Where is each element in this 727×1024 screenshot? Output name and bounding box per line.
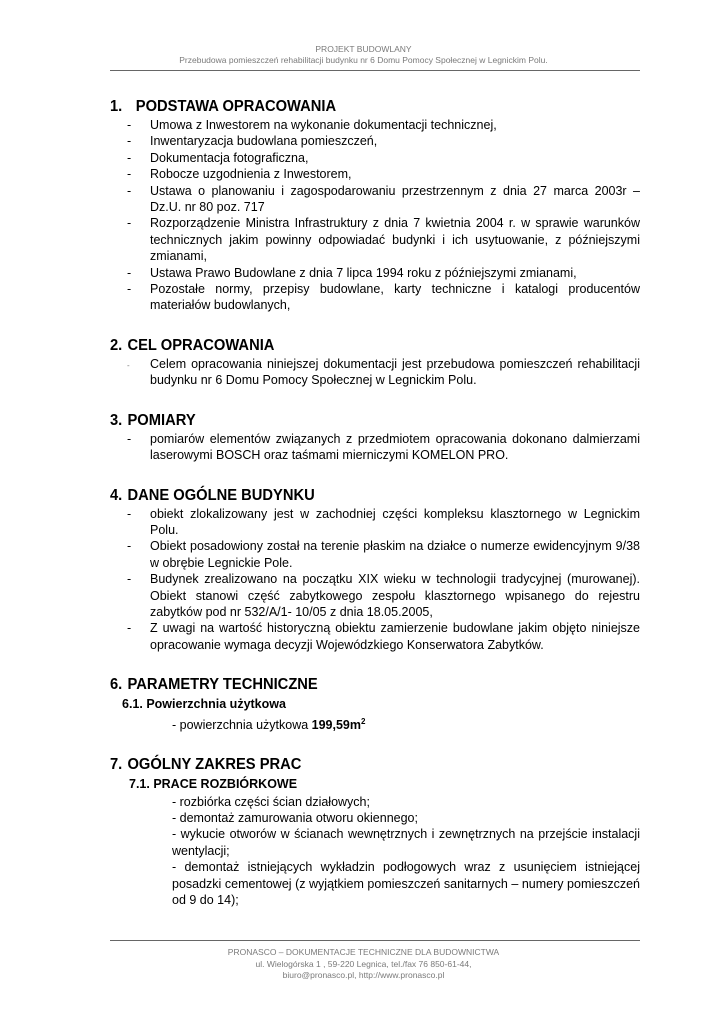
footer-divider [110, 940, 640, 941]
list-item: - Obiekt posadowiony został na terenie płaskim na działce o numerze ewidencyjnym 9/38 w obrębie Legnickie Pole. [150, 538, 640, 571]
section-zakres [110, 755, 640, 908]
document-body [110, 97, 640, 930]
section-heading [110, 486, 598, 506]
usable-area-value [312, 718, 366, 732]
page-footer [0, 947, 727, 982]
list-item: - Inwentaryzacja budowlana pomieszczeń, [150, 133, 640, 149]
bullet-list [110, 117, 640, 314]
list-item: - demontaż zamurowania otworu okiennego; [172, 810, 418, 825]
section-number: 3. [110, 411, 123, 429]
footer-address: ul. Wielogórska 1 , 59-220 Legnica, tel./fax 76 850-61-44, [255, 958, 472, 969]
section-title: DANE OGÓLNE BUDYNKU [127, 486, 315, 504]
page-header [0, 44, 727, 66]
header-subtitle: Przebudowa pomieszczeń rehabilitacji budynku nr 6 Domu Pomocy Społecznej w Legnickim Polu. [179, 55, 548, 65]
list-item: - obiekt zlokalizowany jest w zachodniej części kompleksu klasztornego w Legnickim Polu. [150, 506, 640, 539]
section-heading [110, 411, 598, 431]
section-pomiary [110, 411, 640, 464]
footer-contact: biuro@pronasco.pl, http://www.pronasco.pl [282, 970, 445, 980]
section-number: 2. [110, 336, 123, 354]
section-number: 1. [110, 98, 123, 115]
footer-company: PRONASCO – DOKUMENTACJE TECHNICZNE DLA BUDOWNICTWA [227, 947, 500, 957]
usable-area-line [110, 714, 640, 734]
header-title: PROJEKT BUDOWLANY [315, 44, 412, 54]
usable-area-label: - powierzchnia użytkowa [172, 717, 312, 732]
list-item: - pomiarów elementów związanych z przedmiotem opracowania dokonano dalmierzami laserowymi BOSCH oraz taśmami mierniczymi KOMELON PRO. [150, 431, 640, 464]
list-item: - Ustawa o planowaniu i zagospodarowaniu przestrzennym z dnia 27 marca 2003r – Dz.U. nr 80 poz. 717 [150, 183, 640, 216]
bullet-list [110, 506, 640, 654]
header-divider [110, 70, 640, 71]
section-dane [110, 486, 640, 654]
list-item: - demontaż istniejących wykładzin podłogowych wraz z usunięciem istniejącej posadzki cementowej (z wyjątkiem pomieszczeń sanitarnych – numery pomieszczeń od 9 do 14); [172, 860, 640, 907]
subsection-heading: 6.1. Powierzchnia użytkowa [122, 697, 286, 712]
list-item: - Budynek zrealizowano na początku XIX wieku w technologii tradycyjnej (murowanej). Obiekt stanowi część zabytkowego zespołu klasztornego wpisanego do rejestru zabytków pod nr 532/A/1- 10/05 z dnia 18.05.2005, [150, 571, 640, 620]
section-number: 7. [110, 756, 123, 774]
usable-area-unit-exponent: 2 [361, 716, 366, 726]
bullet-list [110, 356, 640, 389]
section-parametry [110, 675, 640, 733]
list-item: - wykucie otworów w ścianach wewnętrznych i zewnętrznych na przejście instalacji wentylacji; [172, 827, 640, 858]
works-list [110, 794, 640, 909]
section-title: CEL OPRACOWANIA [127, 336, 275, 354]
section-heading [110, 97, 598, 117]
section-number: 6. [110, 676, 123, 694]
list-item: - Dokumentacja fotograficzna, [150, 150, 640, 166]
subsection-heading: 7.1. PRACE ROZBIÓRKOWE [129, 777, 298, 792]
list-item: - Ustawa Prawo Budowlane z dnia 7 lipca 1994 roku z późniejszymi zmianami, [150, 265, 640, 281]
section-number: 4. [110, 486, 123, 504]
section-cel [110, 336, 640, 389]
section-title: OGÓLNY ZAKRES PRAC [127, 756, 302, 774]
list-item: - rozbiórka części ścian działowych; [172, 794, 370, 809]
section-title: POMIARY [127, 411, 196, 429]
usable-area-number: 199,59m [311, 717, 362, 732]
section-title: PODSTAWA OPRACOWANIA [135, 98, 337, 115]
list-item: - Celem opracowania niniejszej dokumentacji jest przebudowa pomieszczeń rehabilitacji budynku nr 6 Domu Pomocy Społecznej w Legnickim Polu. [150, 356, 640, 389]
bullet-list [110, 431, 640, 464]
list-item: - Pozostałe normy, przepisy budowlane, karty techniczne i katalogi producentów materiałów budowlanych, [150, 281, 640, 314]
section-heading [110, 675, 598, 695]
section-podstawa [110, 97, 640, 314]
list-item: - Robocze uzgodnienia z Inwestorem, [150, 166, 640, 182]
section-title: PARAMETRY TECHNICZNE [127, 676, 318, 694]
list-item: - Rozporządzenie Ministra Infrastruktury z dnia 7 kwietnia 2004 r. w sprawie warunków technicznych jakim powinny odpowiadać budynki i ich usytuowanie, z późniejszymi zmianami, [150, 215, 640, 264]
list-item: - Z uwagi na wartość historyczną obiektu zamierzenie budowlane jakim objęto niniejsze opracowanie wymaga decyzji Wojewódzkiego Konserwatora Zabytków. [150, 620, 640, 653]
list-item: - Umowa z Inwestorem na wykonanie dokumentacji technicznej, [150, 117, 640, 133]
section-heading [110, 336, 598, 356]
section-heading [110, 755, 598, 775]
